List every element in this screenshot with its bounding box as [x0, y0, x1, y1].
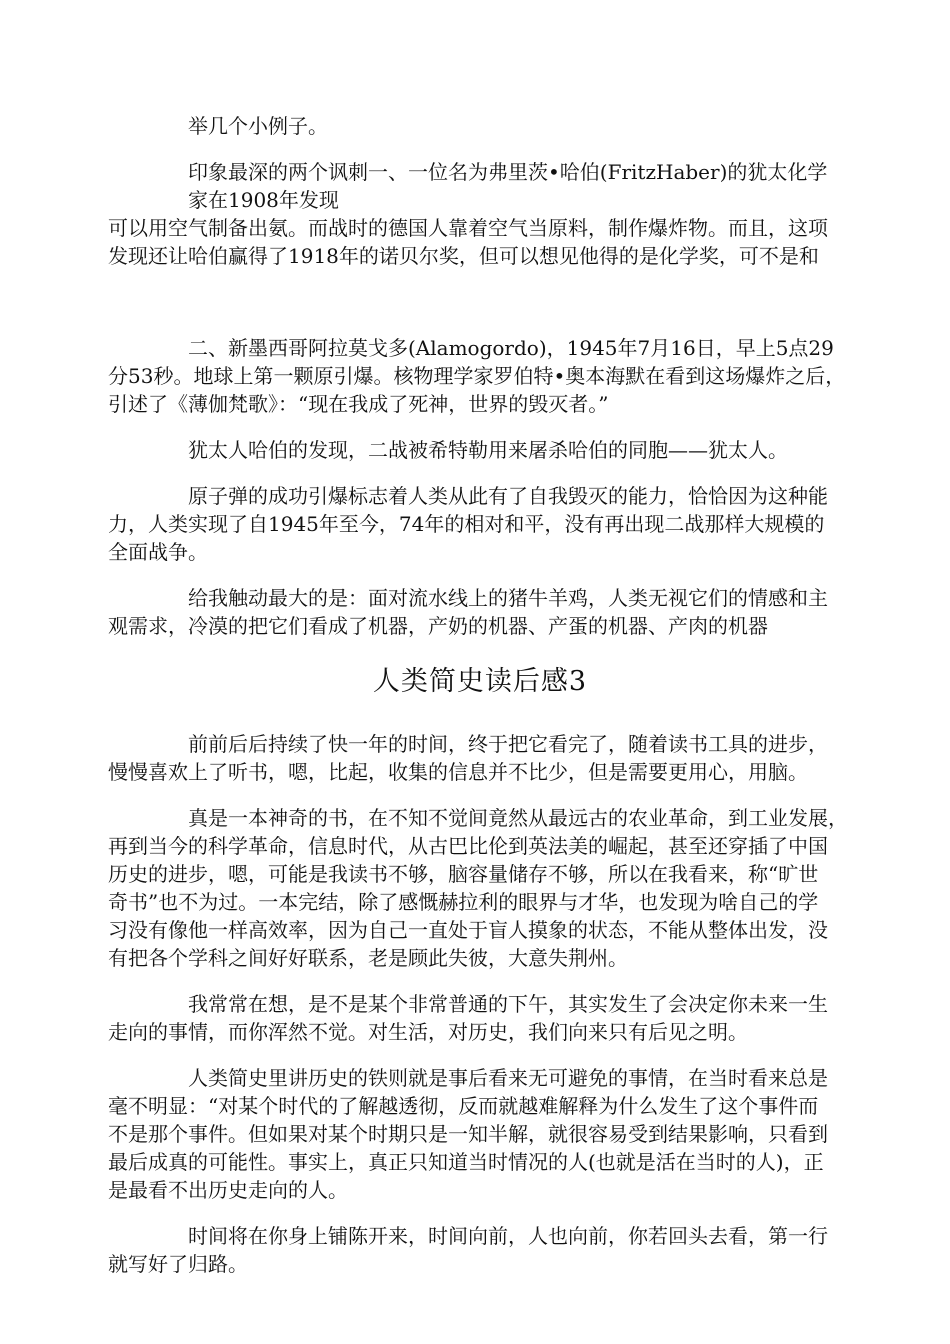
paragraph: [108, 730, 852, 786]
text-line: 有把各个学科之间好好联系，老是顾此失彼，大意失荆州。: [108, 946, 628, 970]
text-line: 历史的进步，嗯，可能是我读书不够，脑容量储存不够，所以在我看来，称“旷世: [108, 862, 819, 886]
text-line: 时间将在你身上铺陈开来，时间向前，人也向前，你若回头去看，第一行: [188, 1224, 828, 1248]
text-line: 毫不明显：“对某个时代的了解越透彻，反而就越难解释为什么发生了这个事件而: [108, 1094, 819, 1118]
paragraph: [108, 436, 852, 464]
text-line: 慢慢喜欢上了听书，嗯，比起，收集的信息并不比少，但是需要更用心，用脑。: [108, 760, 808, 784]
paragraph: [108, 334, 852, 418]
text-line: 犹太人哈伯的发现，二战被希特勒用来屠杀哈伯的同胞——犹太人。: [188, 438, 788, 462]
paragraph: [108, 214, 852, 270]
text-line: 力，人类实现了自1945年至今，74年的相对和平，没有再出现二战那样大规模的: [108, 512, 825, 536]
text-line: 就写好了归路。: [108, 1252, 248, 1276]
text-line: 前前后后持续了快一年的时间，终于把它看完了，随着读书工具的进步，: [188, 732, 828, 756]
paragraph: [108, 584, 852, 640]
text-line: 发现还让哈伯赢得了1918年的诺贝尔奖，但可以想见他得的是化学奖，可不是和: [108, 244, 819, 268]
paragraph: [108, 482, 852, 566]
paragraph: [108, 990, 852, 1046]
text-line: 家在1908年发现: [188, 188, 339, 212]
text-line: 不是那个事件。但如果对某个时期只是一知半解，就很容易受到结果影响，只看到: [108, 1122, 828, 1146]
text-line: 给我触动最大的是：面对流水线上的猪牛羊鸡，人类无视它们的情感和主: [188, 586, 828, 610]
text-line: 最后成真的可能性。事实上，真正只知道当时情况的人(也就是活在当时的人)，正: [108, 1150, 824, 1174]
text-line: 再到当今的科学革命，信息时代，从古巴比伦到英法美的崛起，甚至还穿插了中国: [108, 834, 828, 858]
text-line: 二、新墨西哥阿拉莫戈多(Alamogordo)，1945年7月16日，早上5点29: [188, 336, 834, 360]
text-line: 是最看不出历史走向的人。: [108, 1178, 348, 1202]
text-line: 全面战争。: [108, 540, 208, 564]
text-line: 举几个小例子。: [188, 114, 328, 138]
paragraph: [108, 804, 852, 972]
text-line: 走向的事情，而你浑然不觉。对生活，对历史，我们向来只有后见之明。: [108, 1020, 748, 1044]
text-line: 可以用空气制备出氨。而战时的德国人靠着空气当原料，制作爆炸物。而且，这项: [108, 216, 828, 240]
text-line: 人类简史里讲历史的铁则就是事后看来无可避免的事情，在当时看来总是: [188, 1066, 828, 1090]
paragraph: [108, 112, 852, 140]
paragraph: [108, 158, 852, 214]
text-line: 习没有像他一样高效率，因为自己一直处于盲人摸象的状态，不能从整体出发，没: [108, 918, 828, 942]
text-line: 奇书”也不为过。一本完结，除了感慨赫拉利的眼界与才华，也发现为啥自己的学: [108, 890, 819, 914]
text-line: 观需求，冷漠的把它们看成了机器，产奶的机器、产蛋的机器、产肉的机器: [108, 614, 768, 638]
text-line: 引述了《薄伽梵歌》：“现在我成了死神，世界的毁灭者。”: [108, 392, 609, 416]
text-line: 真是一本神奇的书，在不知不觉间竟然从最远古的农业革命，到工业发展，: [188, 806, 848, 830]
text-line: 印象最深的两个讽刺一、一位名为弗里茨•哈伯(FritzHaber)的犹太化学: [188, 160, 828, 184]
text-line: 原子弹的成功引爆标志着人类从此有了自我毁灭的能力，恰恰因为这种能: [188, 484, 828, 508]
section-title: 人类简史读后感3: [372, 666, 588, 697]
text-line: 我常常在想，是不是某个非常普通的下午，其实发生了会决定你未来一生: [188, 992, 828, 1016]
paragraph: [108, 1222, 852, 1278]
paragraph: [108, 1064, 852, 1204]
document-page: [108, 112, 852, 1278]
text-line: 分53秒。地球上第一颗原引爆。核物理学家罗伯特•奥本海默在看到这场爆炸之后，: [108, 364, 846, 388]
